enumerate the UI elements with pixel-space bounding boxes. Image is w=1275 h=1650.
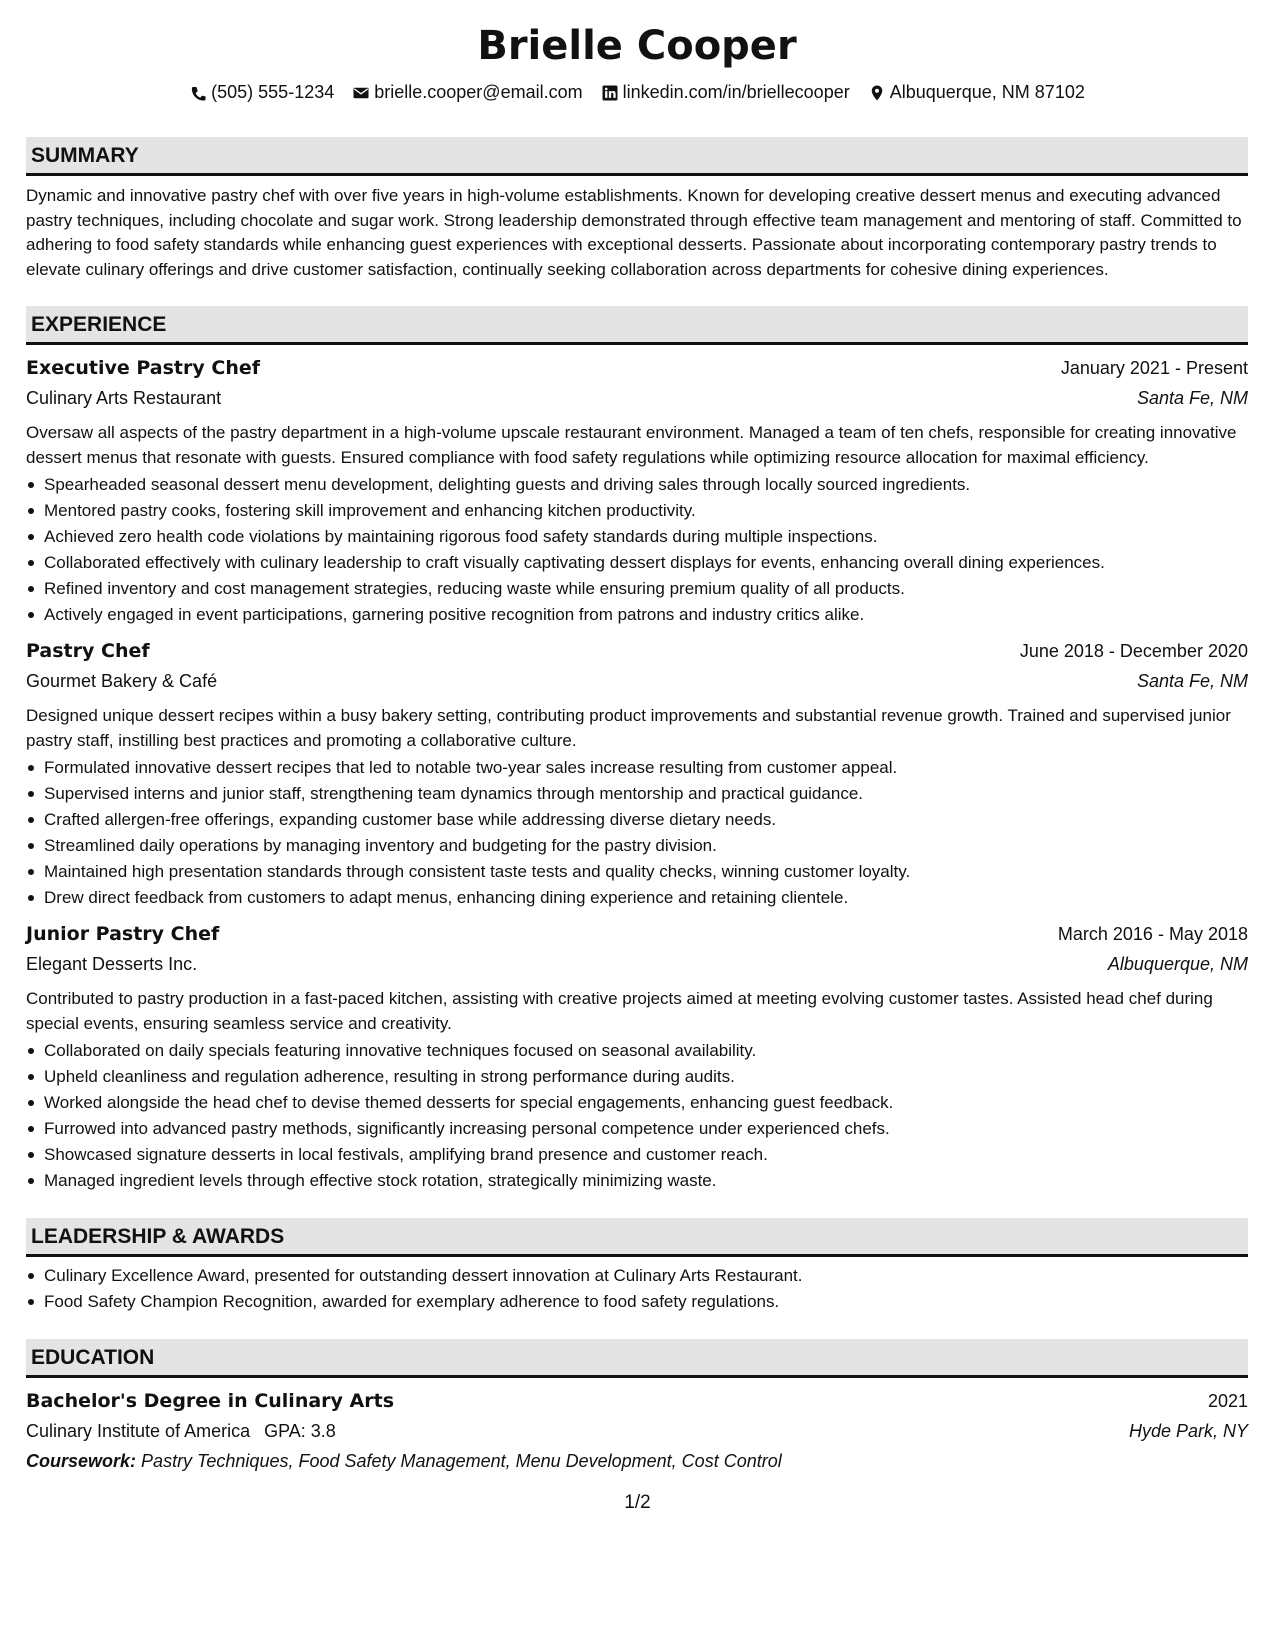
graduation-year: 2021 — [1207, 1391, 1248, 1411]
resume-page — [26, 18, 1248, 1476]
list-item: Food Safety Champion Recognition, awarded for exemplary adherence to food safety regulations. — [26, 1289, 1248, 1315]
linkedin-icon — [601, 84, 619, 102]
summary-text: Dynamic and innovative pastry chef with over five years in high-volume establishments. Known for developing creative dessert menus and executing advanced pastry techniques, including chocolate and sugar work. Strong leadership demonstrated through effective team management and mentoring of staff. Committed to adhering to food safety standards while enhancing guest experiences with exceptional desserts. Passionate about incorporating contemporary pastry trends to elevate culinary offerings and drive customer satisfaction, continually seeking collaboration across departments for cohesive dining experiences. — [26, 186, 1242, 279]
list-item: Managed ingredient levels through effective stock rotation, strategically minimizing waste. — [26, 1168, 1248, 1194]
summary-heading: SUMMARY — [26, 137, 1248, 176]
bullet-icon — [28, 534, 34, 540]
job-location: Santa Fe, NM — [1136, 388, 1248, 408]
job-bullets — [26, 472, 1248, 628]
list-item: Upheld cleanliness and regulation adherence, resulting in strong performance during audits. — [26, 1064, 1248, 1090]
job-company: Gourmet Bakery & Café — [26, 671, 218, 691]
job-description: Contributed to pastry production in a fast-paced kitchen, assisting with creative projects aimed at meeting evolving customer tastes. Assisted head chef during special events, ensuring seamless service and creativity. — [26, 989, 1213, 1033]
leadership-list — [26, 1263, 1248, 1315]
job-title: Pastry Chef — [26, 640, 150, 662]
job-location: Albuquerque, NM — [1107, 954, 1248, 974]
linkedin-text[interactable]: linkedin.com/in/briellecooper — [622, 82, 850, 102]
list-item: Spearheaded seasonal dessert menu development, delighting guests and driving sales through locally sourced ingredients. — [26, 472, 1248, 498]
job-title: Junior Pastry Chef — [26, 923, 220, 945]
list-item: Collaborated on daily specials featuring innovative techniques focused on seasonal availability. — [26, 1038, 1248, 1064]
job-entry — [26, 353, 1248, 628]
list-item: Drew direct feedback from customers to adapt menus, enhancing dining experience and retaining clientele. — [26, 885, 1248, 911]
list-item: Furrowed into advanced pastry methods, significantly increasing personal competence under experienced chefs. — [26, 1116, 1248, 1142]
list-item: Achieved zero health code violations by maintaining rigorous food safety standards during multiple inspections. — [26, 524, 1248, 550]
contact-email[interactable] — [352, 82, 582, 103]
list-item: Refined inventory and cost management strategies, reducing waste while ensuring premium quality of all products. — [26, 576, 1248, 602]
contact-linkedin[interactable] — [601, 82, 850, 103]
list-item: Showcased signature desserts in local festivals, amplifying brand presence and customer reach. — [26, 1142, 1248, 1168]
school-line — [26, 1416, 336, 1446]
job-bullets — [26, 1038, 1248, 1194]
bullet-icon — [28, 791, 34, 797]
bullet-icon — [28, 869, 34, 875]
list-item: Streamlined daily operations by managing inventory and budgeting for the pastry division. — [26, 833, 1248, 859]
list-item: Collaborated effectively with culinary leadership to craft visually captivating dessert displays for events, enhancing overall dining experiences. — [26, 550, 1248, 576]
education-heading: EDUCATION — [26, 1339, 1248, 1378]
bullet-icon — [28, 508, 34, 514]
bullet-icon — [28, 560, 34, 566]
job-company: Culinary Arts Restaurant — [26, 388, 222, 408]
job-bullets — [26, 755, 1248, 911]
list-item: Actively engaged in event participations, garnering positive recognition from patrons and industry critics alike. — [26, 602, 1248, 628]
email-text[interactable]: brielle.cooper@email.com — [374, 82, 583, 102]
bullet-icon — [28, 1126, 34, 1132]
phone-text: (505) 555-1234 — [211, 82, 335, 102]
contact-phone — [189, 82, 334, 103]
degree-title: Bachelor's Degree in Culinary Arts — [26, 1390, 395, 1412]
list-item: Formulated innovative dessert recipes that led to notable two-year sales increase resulting from customer appeal. — [26, 755, 1248, 781]
email-icon — [352, 84, 370, 102]
candidate-name: Brielle Cooper — [477, 23, 797, 69]
coursework-text: Pastry Techniques, Food Safety Management, Menu Development, Cost Control — [141, 1451, 782, 1471]
bullet-icon — [28, 765, 34, 771]
list-item: Culinary Excellence Award, presented for outstanding dessert innovation at Culinary Arts Restaurant. — [26, 1263, 1248, 1289]
list-item: Worked alongside the head chef to devise themed desserts for special engagements, enhancing guest feedback. — [26, 1090, 1248, 1116]
school-name: Culinary Institute of America — [26, 1421, 251, 1441]
bullet-icon — [28, 843, 34, 849]
location-text: Albuquerque, NM 87102 — [889, 82, 1085, 102]
job-description: Oversaw all aspects of the pastry department in a high-volume upscale restaurant environment. Managed a team of ten chefs, responsible for creating innovative dessert menus that resonate with guests. Ensured compliance with food safety regulations while optimizing resource allocation for maximal efficiency. — [26, 423, 1237, 467]
job-dates: January 2021 - Present — [1060, 358, 1248, 378]
list-item: Supervised interns and junior staff, strengthening team dynamics through mentorship and practical guidance. — [26, 781, 1248, 807]
job-company: Elegant Desserts Inc. — [26, 954, 198, 974]
job-dates: June 2018 - December 2020 — [1019, 641, 1248, 661]
list-item: Maintained high presentation standards through consistent taste tests and quality checks, winning customer loyalty. — [26, 859, 1248, 885]
phone-icon — [189, 84, 207, 102]
coursework — [26, 1446, 1248, 1476]
bullet-icon — [28, 586, 34, 592]
bullet-icon — [28, 1273, 34, 1279]
bullet-icon — [28, 895, 34, 901]
education-entry — [26, 1386, 1248, 1476]
bullet-icon — [28, 1048, 34, 1054]
bullet-icon — [28, 1074, 34, 1080]
page-number: 1/2 — [624, 1492, 651, 1513]
leadership-heading: LEADERSHIP & AWARDS — [26, 1218, 1248, 1257]
job-entry — [26, 636, 1248, 911]
list-item: Mentored pastry cooks, fostering skill improvement and enhancing kitchen productivity. — [26, 498, 1248, 524]
bullet-icon — [28, 1299, 34, 1305]
job-entry — [26, 919, 1248, 1194]
job-description: Designed unique dessert recipes within a busy bakery setting, contributing product improvements and substantial revenue growth. Trained and supervised junior pastry staff, instilling best practices and promoting a collaborative culture. — [26, 706, 1231, 750]
bullet-icon — [28, 817, 34, 823]
location-icon — [868, 84, 886, 102]
bullet-icon — [28, 1152, 34, 1158]
contact-location — [868, 82, 1085, 103]
gpa: GPA: 3.8 — [264, 1421, 336, 1441]
bullet-icon — [28, 1100, 34, 1106]
bullet-icon — [28, 612, 34, 618]
list-item: Crafted allergen-free offerings, expanding customer base while addressing diverse dietary needs. — [26, 807, 1248, 833]
job-title: Executive Pastry Chef — [26, 357, 261, 379]
coursework-label: Coursework: — [26, 1451, 137, 1471]
school-location: Hyde Park, NY — [1128, 1421, 1248, 1441]
job-location: Santa Fe, NM — [1136, 671, 1248, 691]
job-dates: March 2016 - May 2018 — [1057, 924, 1248, 944]
bullet-icon — [28, 482, 34, 488]
bullet-icon — [28, 1178, 34, 1184]
contact-bar — [26, 82, 1248, 103]
experience-heading: EXPERIENCE — [26, 306, 1248, 345]
